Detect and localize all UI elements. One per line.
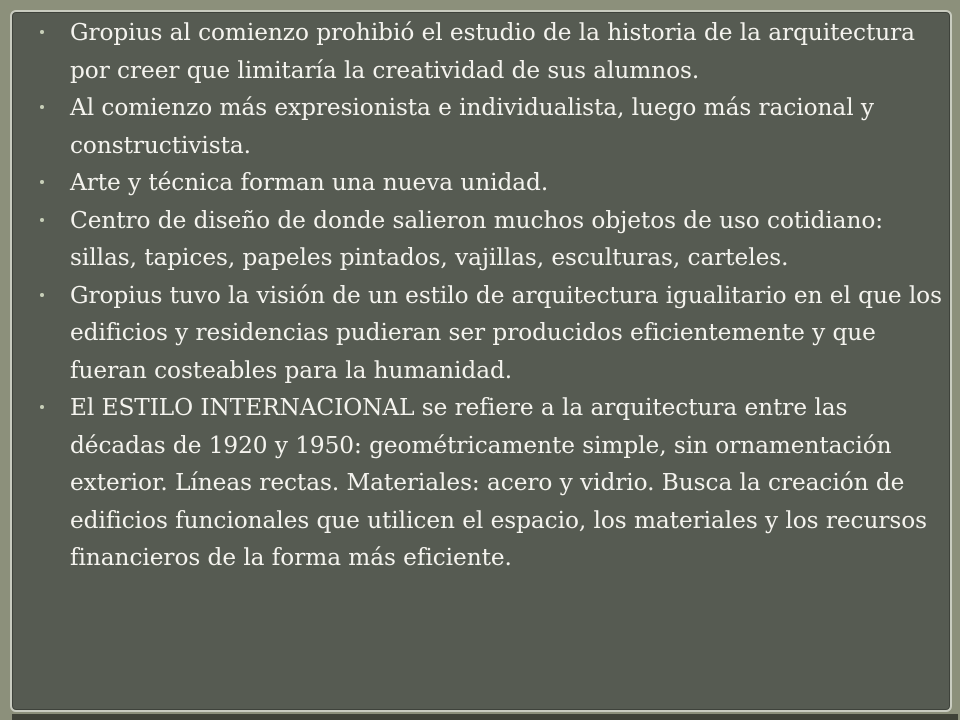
bullet-item-6 — [34, 389, 944, 577]
bullet-dot-icon — [40, 293, 44, 297]
bullet-list — [34, 14, 944, 577]
bullet-text-1: Gropius al comienzo prohibió el estudio de la historia de la arquitectura por creer que limitaría la creatividad de sus alumnos. — [70, 19, 915, 84]
bullet-item-4 — [34, 202, 944, 277]
slide-panel — [10, 10, 952, 712]
bullet-text-3: Arte y técnica forman una nueva unidad. — [70, 169, 549, 196]
bullet-dot-icon — [40, 105, 44, 109]
bullet-item-5 — [34, 277, 944, 390]
bullet-item-3 — [34, 164, 944, 202]
bullet-text-4: Centro de diseño de donde salieron muchos objetos de uso cotidiano: sillas, tapices, papeles pintados, vajillas, esculturas, carteles. — [70, 206, 884, 271]
bullet-text-2: Al comienzo más expresionista e individualista, luego más racional y constructivista. — [70, 94, 874, 159]
bullet-item-2 — [34, 89, 944, 164]
bullet-item-1 — [34, 14, 944, 89]
bullet-dot-icon — [40, 30, 44, 34]
panel-shadow — [12, 714, 958, 720]
bullet-dot-icon — [40, 218, 44, 222]
bullet-dot-icon — [40, 180, 44, 184]
bullet-text-6: El ESTILO INTERNACIONAL se refiere a la arquitectura entre las décadas de 1920 y 1950: geométricamente simple, sin ornamentación exterior. Líneas rectas. Materiales: acero y vidrio. Busca la creación de edificios funcionales que utilicen el espacio, los materiales y los recursos financieros de la forma más eficiente. — [70, 394, 927, 571]
bullet-text-5: Gropius tuvo la visión de un estilo de arquitectura igualitario en el que los edificios y residencias pudieran ser producidos eficientemente y que fueran costeables para la humanidad. — [70, 281, 942, 384]
bullet-dot-icon — [40, 405, 44, 409]
